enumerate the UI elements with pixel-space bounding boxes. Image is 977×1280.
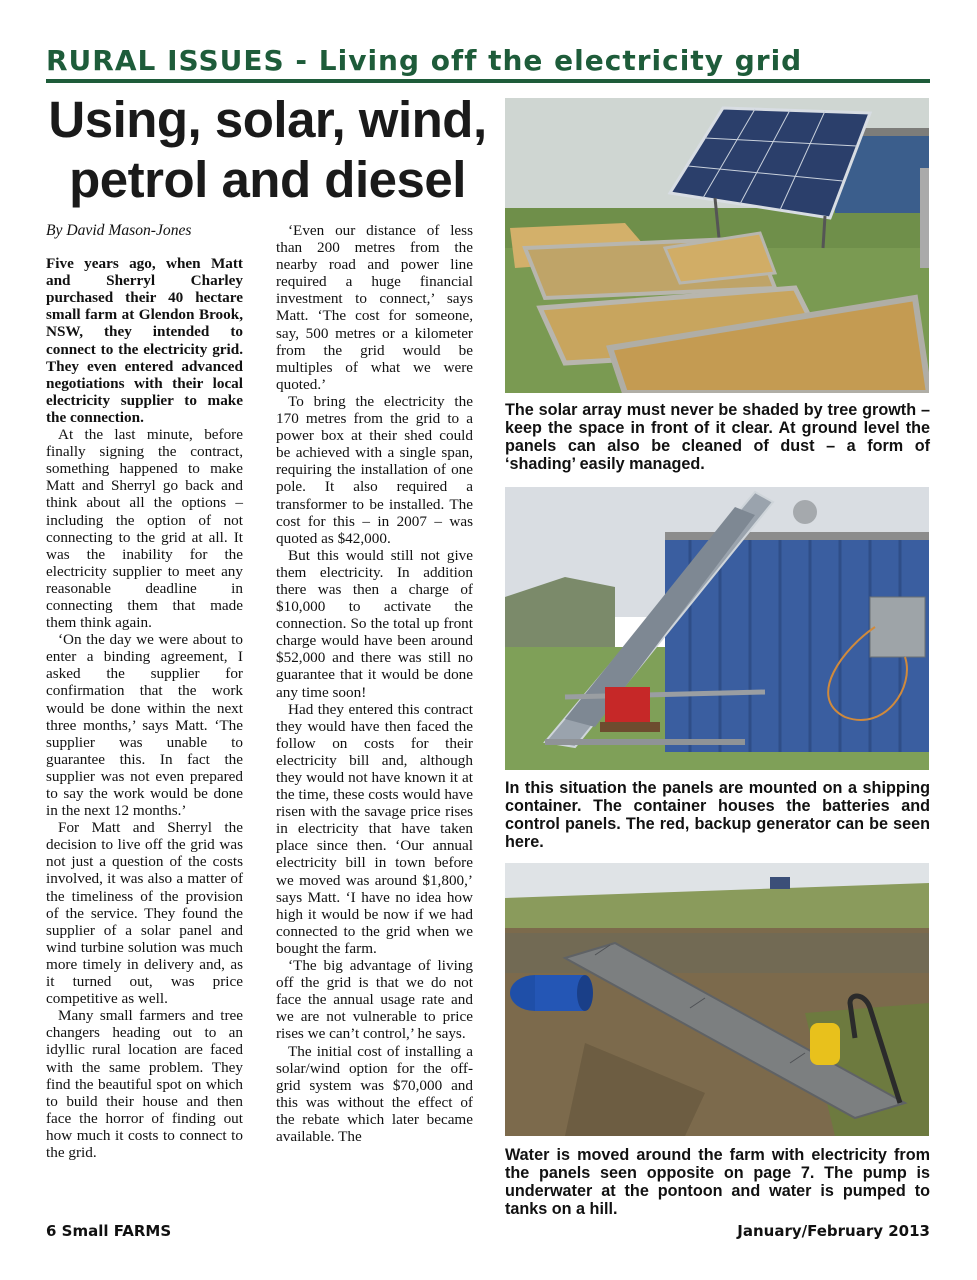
- paragraph: For Matt and Sherryl the decision to live off the grid was not just a question of the costs involved, it was also a matter of the timeliness of the provision of the service. They found the supplier of a solar panel and wind turbine solution was much more timely in delivery and, as it turned out, was price competitive as well.: [46, 819, 243, 1008]
- kicker-rule: [46, 79, 930, 83]
- paragraph: At the last minute, before finally signing the contract, something happened to make Matt and Sherryl go back and think about all the options – including the option of not connecting to the grid at all. It was the inability for the electricity supplier to meet any reasonable deadline in connecting them that made them think again.: [46, 426, 243, 632]
- headline-line-2: petrol and diesel: [69, 151, 466, 208]
- article-column-1: [46, 222, 243, 1161]
- footer-page-info: 6 Small FARMS: [46, 1222, 172, 1240]
- footer-issue-date: January/February 2013: [737, 1222, 930, 1240]
- paragraph: ‘On the day we were about to enter a binding agreement, I asked the supplier for confirmation that the work would be done within the next three months,’ says Matt. ‘The supplier was unable to guarantee this. In fact the supplier was not even prepared to say the work would be done in the next 12 months.’: [46, 631, 243, 820]
- paragraph: ‘Even our distance of less than 200 metres from the nearby road and power line required a huge financial investment to connect,’ says Matt. ‘The cost for someone, say, 500 metres or a kilometer from the grid would be multiples of what we were quoted.’: [276, 222, 473, 393]
- paragraph: Had they entered this contract they would have then faced the follow on costs for their electricity bill and, although they would not have known it at the time, these costs would have risen with the savage price rises in electricity that have taken place since then. ‘Our annual electricity bill in town before we moved was around $1,800,’ says Matt. ‘I have no idea how high it would be now if we had connected to the grid when we bought the farm.: [276, 700, 473, 957]
- paragraph: ‘The big advantage of living off the grid is that we do not face the annual usage rate and we are not vulnerable to price rises we can’t control,’ he says.: [276, 957, 473, 1043]
- paragraph: Many small farmers and tree changers heading out to an idyllic rural location are faced with the same problem. They find the beautiful spot on which to build their house and then face the horror of finding out how much it costs to connect to the grid.: [46, 1007, 243, 1161]
- headline-line-1: Using, solar, wind,: [48, 91, 487, 148]
- caption-shipping-container: In this situation the panels are mounted on a shipping container. The container houses the batteries and control panels. The red, backup generator can be seen here.: [505, 779, 930, 851]
- photo-shipping-container: [505, 487, 929, 770]
- paragraph: But this would still not give them electricity. In addition there was then a charge of $10,000 to activate the connection. So the total up front charge would have been around $52,000 and there was still no guarantee that it would be done any time soon!: [276, 546, 473, 701]
- paragraph: The initial cost of installing a solar/wind option for the off-grid system was $70,000 and this was without the effect of the rebate which later became available. The: [276, 1042, 473, 1145]
- article-column-2: [276, 222, 473, 1145]
- paragraph: To bring the electricity the 170 metres from the grid to a power box at their shed could be achieved with a single span, requiring the installation of one pole. It also required a transformer to be installed. The cost for this – in 2007 – was quoted as $42,000.: [276, 392, 473, 547]
- byline: By David Mason-Jones: [46, 222, 192, 239]
- lead-paragraph: Five years ago, when Matt and Sherryl Charley purchased their 40 hectare small farm at Glendon Brook, NSW, they intended to connect to the electricity grid. They even entered advanced negotiations with their local electricity supplier to make the connection.: [46, 255, 243, 426]
- photo-dam-pontoon: [505, 863, 929, 1136]
- caption-solar-array: The solar array must never be shaded by tree growth – keep the space in front of it clear. At ground level the panels can also be cleaned of dust – a form of ‘shading’ easily managed.: [505, 401, 930, 473]
- section-kicker: RURAL ISSUES - Living off the electricity grid: [46, 44, 803, 77]
- headline: [40, 90, 495, 210]
- photo-solar-array: [505, 98, 929, 393]
- caption-dam-pontoon: Water is moved around the farm with electricity from the panels seen opposite on page 7. The pump is underwater at the pontoon and water is pumped to tanks on a hill.: [505, 1146, 930, 1218]
